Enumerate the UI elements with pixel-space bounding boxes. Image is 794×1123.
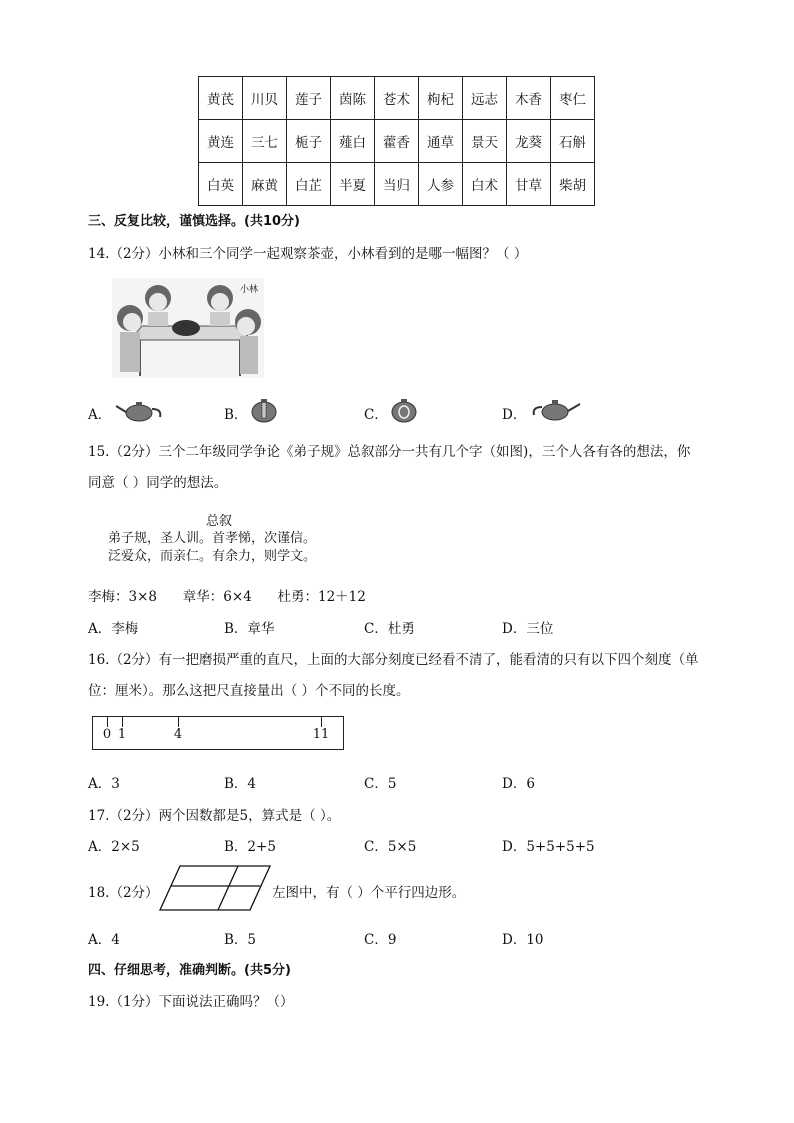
question-14-text: 14.（2分）小林和三个同学一起观察茶壶，小林看到的是哪一幅图？（ ） — [88, 246, 528, 262]
option-d[interactable]: D．10 — [502, 932, 544, 948]
table-cell: 麻黄 — [243, 163, 287, 206]
ruler-tick-label: 4 — [173, 727, 183, 742]
option-b[interactable]: B．2+5 — [224, 839, 276, 855]
table-cell: 白英 — [199, 163, 243, 206]
table-row — [199, 77, 595, 120]
table-cell: 远志 — [463, 77, 507, 120]
option-c[interactable]: C．5×5 — [364, 839, 417, 855]
question-16-line1: 16.（2分）有一把磨损严重的直尺，上面的大部分刻度已经看不清了，能看清的只有以下四个刻度（单 — [88, 652, 699, 668]
option-d[interactable]: D． — [502, 407, 527, 423]
option-b[interactable]: B． — [224, 407, 248, 423]
option-a[interactable]: A． — [88, 407, 112, 423]
question-18-suffix: 左图中，有（ ）个平行四边形。 — [272, 885, 466, 901]
option-c[interactable]: C． — [364, 407, 388, 423]
option-b[interactable]: B．5 — [224, 932, 257, 948]
teapot-side-reversed-icon — [528, 395, 582, 427]
option-d[interactable]: D．6 — [502, 776, 535, 792]
option-c[interactable]: C．杜勇 — [364, 621, 415, 637]
teapot-side-icon — [114, 397, 166, 427]
option-c[interactable]: C．9 — [364, 932, 397, 948]
table-cell: 景天 — [463, 120, 507, 163]
table-cell: 茵陈 — [331, 77, 375, 120]
table-cell: 通草 — [419, 120, 463, 163]
teapot-handle-icon — [390, 396, 418, 428]
table-cell: 白术 — [463, 163, 507, 206]
question-18-prefix: 18.（2分） — [88, 885, 159, 901]
section-heading: 四、仔细思考，准确判断。(共5分) — [88, 963, 291, 978]
question-15-line1: 15.（2分）三个二年级同学争论《弟子规》总叙部分一共有几个字（如图)，三个人各有各的想法，你 — [88, 444, 691, 460]
table-cell: 薤白 — [331, 120, 375, 163]
ruler-tick-label: 11 — [312, 727, 330, 742]
herb-table — [198, 76, 595, 206]
option-d[interactable]: D．5+5+5+5 — [502, 839, 595, 855]
table-cell: 黄芪 — [199, 77, 243, 120]
picture-label: 小林 — [240, 285, 259, 295]
option-d[interactable]: D．三位 — [502, 621, 554, 637]
option-c[interactable]: C．5 — [364, 776, 397, 792]
table-cell: 当归 — [375, 163, 419, 206]
poem-line-2: 泛爱众，而亲仁。有余力，则学文。 — [108, 549, 317, 564]
ruler-tick-label: 1 — [117, 727, 127, 742]
poem-title: 总叙 — [206, 514, 233, 529]
parallelogram-figure — [158, 864, 272, 916]
table-cell: 黄连 — [199, 120, 243, 163]
option-a[interactable]: A．3 — [88, 776, 120, 792]
table-cell: 枸杞 — [419, 77, 463, 120]
option-a[interactable]: A．2×5 — [88, 839, 140, 855]
table-cell: 三七 — [243, 120, 287, 163]
table-cell: 木香 — [507, 77, 551, 120]
ruler-diagram — [92, 716, 344, 750]
table-cell: 柴胡 — [551, 163, 595, 206]
option-a[interactable]: A．4 — [88, 932, 120, 948]
table-cell: 白芷 — [287, 163, 331, 206]
option-b[interactable]: B．章华 — [224, 621, 275, 637]
section-heading: 三、反复比较，谨慎选择。(共10分) — [88, 214, 300, 229]
table-cell: 栀子 — [287, 120, 331, 163]
table-cell: 藿香 — [375, 120, 419, 163]
teapot-front-icon — [250, 396, 278, 428]
table-cell: 枣仁 — [551, 77, 595, 120]
table-cell: 龙葵 — [507, 120, 551, 163]
ruler-tick-label: 0 — [102, 727, 112, 742]
table-row — [199, 120, 595, 163]
table-cell: 甘草 — [507, 163, 551, 206]
table-row — [199, 163, 595, 206]
ruler-tick — [122, 717, 123, 727]
question-15-line2: 同意（ ）同学的想法。 — [88, 475, 228, 491]
ruler-tick — [321, 717, 322, 727]
ruler-tick — [107, 717, 108, 727]
table-cell: 半夏 — [331, 163, 375, 206]
table-cell: 川贝 — [243, 77, 287, 120]
table-cell: 苍术 — [375, 77, 419, 120]
option-a[interactable]: A．李梅 — [88, 621, 139, 637]
question-19-text: 19.（1分）下面说法正确吗？（） — [88, 994, 294, 1010]
question-16-line2: 位：厘米）。那么这把尺直接量出（ ）个不同的长度。 — [88, 683, 410, 699]
poem-line-1: 弟子规，圣人训。首孝悌，次谨信。 — [108, 531, 317, 546]
student-opinions: 李梅：3×8 章华：6×4 杜勇：12＋12 — [88, 589, 366, 605]
ruler-tick — [178, 717, 179, 727]
question-17-text: 17.（2分）两个因数都是5，算式是（ ）。 — [88, 808, 341, 824]
table-cell: 石斛 — [551, 120, 595, 163]
table-cell: 莲子 — [287, 77, 331, 120]
table-cell: 人参 — [419, 163, 463, 206]
option-b[interactable]: B．4 — [224, 776, 257, 792]
